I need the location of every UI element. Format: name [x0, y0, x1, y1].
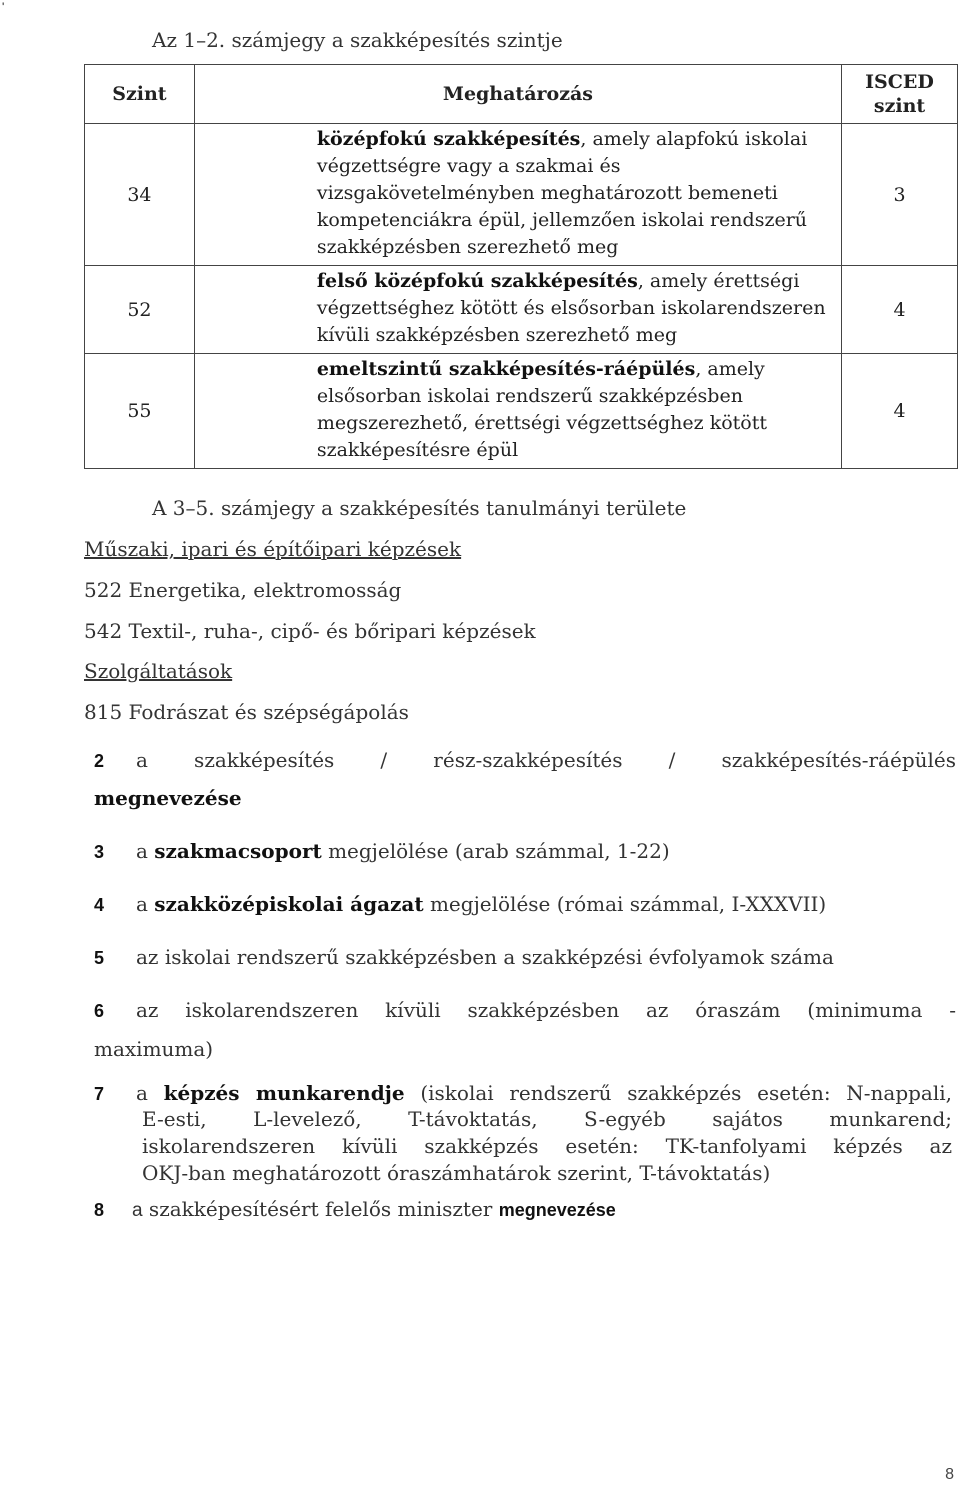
digit-number: 6 — [94, 1001, 105, 1021]
level-value: 55 — [85, 354, 195, 469]
level-value: 52 — [85, 266, 195, 354]
definition-term: felső középfokú szakképesítés — [316, 270, 638, 292]
digit-description: OKJ-ban meghatározott óraszámhatárok szerint, T-távoktatás) — [142, 1161, 771, 1185]
level-value: 34 — [85, 124, 195, 266]
digit-number: 4 — [94, 895, 105, 915]
digit-description: a szakmacsoport megjelölése (arab számmal, 1-22) — [136, 839, 670, 863]
header-isced: ISCED szint — [842, 65, 958, 124]
digit-description: az iskolarendszeren kívüli szakképzésben az óraszám (minimuma - — [136, 998, 956, 1022]
page-number: 8 — [945, 1466, 954, 1483]
section-heading-levels: Az 1–2. számjegy a szakképesítés szintje — [152, 28, 563, 52]
isced-value: 3 — [842, 124, 958, 266]
digit-description: az iskolai rendszerű szakképzésben a szakképzési évfolyamok száma — [136, 945, 834, 969]
digit-description: a szakképesítés / rész-szakképesítés / szakképesítés-ráépülés — [136, 748, 956, 772]
area-group-services: Szolgáltatások — [84, 659, 233, 683]
digit-description-end: maximuma) — [94, 1037, 214, 1061]
digit-number: 7 — [94, 1084, 105, 1104]
digit-description-end: megnevezése — [94, 786, 242, 810]
digit-description: a szakközépiskolai ágazat megjelölése (római számmal, I-XXXVII) — [136, 892, 827, 916]
isced-value: 4 — [842, 266, 958, 354]
definition-text: , amely elsősorban iskolai rendszerű szakképzésben megszerezhető, érettségi végzettséghez kötött szakképesítésre épül — [316, 358, 768, 461]
table-row — [85, 354, 958, 469]
level-definition — [194, 124, 841, 266]
digit-number: 3 — [94, 842, 105, 862]
definition-term: középfokú szakképesítés — [316, 128, 581, 150]
area-item: 542 Textil-, ruha-, cipő- és bőripari képzések — [84, 619, 536, 643]
area-item: 522 Energetika, elektromosság — [84, 578, 402, 602]
level-definition — [194, 354, 841, 469]
area-item: 815 Fodrászat és szépségápolás — [84, 700, 409, 724]
digit-description: iskolarendszeren kívüli szakképzés esetén: TK-tanfolyami képzés az — [142, 1134, 952, 1158]
level-definition — [194, 266, 841, 354]
table-row — [85, 124, 958, 266]
section-heading-areas: A 3–5. számjegy a szakképesítés tanulmányi területe — [152, 496, 687, 520]
digit-description: a szakképesítésért felelős miniszter megnevezése — [132, 1197, 616, 1221]
digit-description: a képzés munkarendje (iskolai rendszerű szakképzés esetén: N-nappali, — [136, 1081, 952, 1105]
digit-description: E-esti, L-levelező, T-távoktatás, S-egyéb sajátos munkarend; — [142, 1107, 952, 1131]
header-level: Szint — [85, 65, 195, 124]
digit-number: 8 — [94, 1200, 105, 1220]
area-group-technical: Műszaki, ipari és építőipari képzések — [84, 537, 462, 561]
isced-value: 4 — [842, 354, 958, 469]
table-row — [85, 266, 958, 354]
digit-number: 2 — [94, 751, 105, 771]
definition-text: , amely alapfokú iskolai végzettségre vagy a szakmai és vizsgakövetelményben meghatározott bemeneti kompetenciákra épül, jellemzően iskolai rendszerű szakképzésben szerezhető meg — [316, 128, 808, 258]
digit-number: 5 — [94, 948, 105, 968]
header-definition: Meghatározás — [194, 65, 841, 124]
corner-mark: ' — [2, 0, 5, 14]
levels-table — [84, 64, 958, 469]
table-header-row — [85, 65, 958, 124]
definition-text: , amely érettségi végzettséghez kötött és elsősorban iskolarendszeren kívüli szakképzésben szerezhető meg — [316, 270, 826, 346]
definition-term: emeltszintű szakképesítés-ráépülés — [316, 358, 696, 380]
